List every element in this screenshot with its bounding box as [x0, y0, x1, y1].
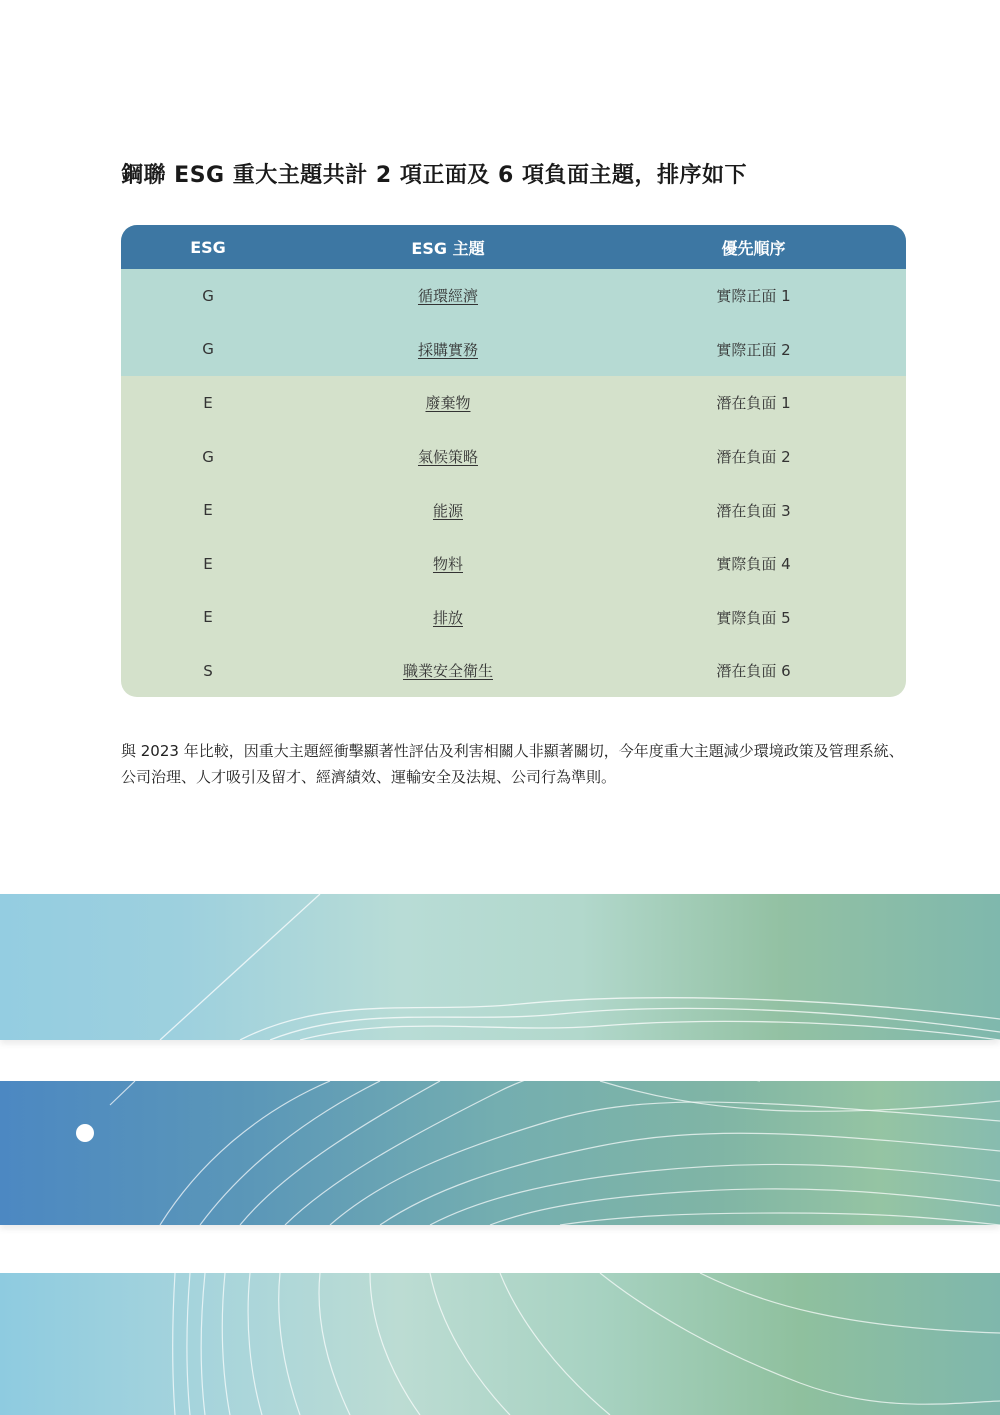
- decorative-band-top: [0, 894, 1000, 1040]
- topic-link[interactable]: 循環經濟: [417, 287, 478, 306]
- table-body: [121, 269, 906, 697]
- cell-topic: [295, 660, 601, 681]
- cell-topic: [295, 500, 601, 521]
- decorative-band-bottom: [0, 1273, 1000, 1415]
- wave-lines-middle: [0, 1081, 1000, 1225]
- table-row: [121, 376, 906, 430]
- cell-priority: 潛在負面 6: [716, 662, 791, 681]
- cell-priority: 實際負面 4: [716, 555, 791, 574]
- topic-link[interactable]: 氣候策略: [417, 448, 478, 467]
- cell-priority: 實際負面 5: [716, 608, 791, 627]
- topic-link[interactable]: 廢棄物: [425, 394, 471, 413]
- table-header: [121, 225, 906, 269]
- header-priority: 優先順序: [721, 238, 786, 258]
- table-row: [121, 537, 906, 591]
- cell-esg: S: [203, 661, 213, 680]
- cell-esg: G: [202, 286, 214, 305]
- wave-lines-top: [0, 894, 1000, 1040]
- topic-link[interactable]: 採購實務: [417, 340, 478, 359]
- cell-priority: 實際正面 1: [716, 287, 791, 306]
- table-row: [121, 269, 906, 323]
- cell-priority: 潛在負面 1: [716, 394, 791, 413]
- white-dot-icon: [76, 1124, 94, 1142]
- header-topic: ESG 主題: [411, 238, 485, 258]
- decorative-band-middle: [0, 1081, 1000, 1225]
- topic-link[interactable]: 排放: [432, 608, 463, 627]
- topic-link[interactable]: 職業安全衛生: [402, 662, 493, 681]
- cell-esg: E: [203, 608, 213, 627]
- header-esg: ESG: [190, 237, 226, 257]
- cell-topic: [295, 553, 601, 574]
- cell-priority: 實際正面 2: [716, 340, 791, 359]
- cell-esg: E: [203, 501, 213, 520]
- comparison-paragraph: 與 2023 年比較，因重大主題經衝擊顯著性評估及利害相關人非顯著關切，今年度重大主題減少環境政策及管理系統、公司治理、人才吸引及留才、經濟績效、運輸安全及法規、公司行為準則。: [121, 742, 904, 786]
- topic-link[interactable]: 能源: [432, 501, 463, 520]
- cell-esg: E: [203, 554, 213, 573]
- wave-lines-bottom: [0, 1273, 1000, 1415]
- cell-topic: [295, 446, 601, 467]
- cell-topic: [295, 607, 601, 628]
- table-row: [121, 430, 906, 484]
- table-row: [121, 591, 906, 645]
- cell-priority: 潛在負面 3: [716, 501, 791, 520]
- table-row: [121, 483, 906, 537]
- cell-topic: [295, 339, 601, 360]
- section-heading: 鋼聯 ESG 重大主題共計 2 項正面及 6 項負面主題，排序如下: [121, 163, 748, 188]
- table-row: [121, 323, 906, 377]
- cell-esg: G: [202, 340, 214, 359]
- cell-esg: E: [203, 393, 213, 412]
- cell-esg: G: [202, 447, 214, 466]
- topic-link[interactable]: 物料: [432, 555, 463, 574]
- cell-priority: 潛在負面 2: [716, 448, 791, 467]
- cell-topic: [295, 285, 601, 306]
- material-topics-table: [121, 225, 906, 697]
- table-row: [121, 644, 906, 697]
- cell-topic: [295, 392, 601, 413]
